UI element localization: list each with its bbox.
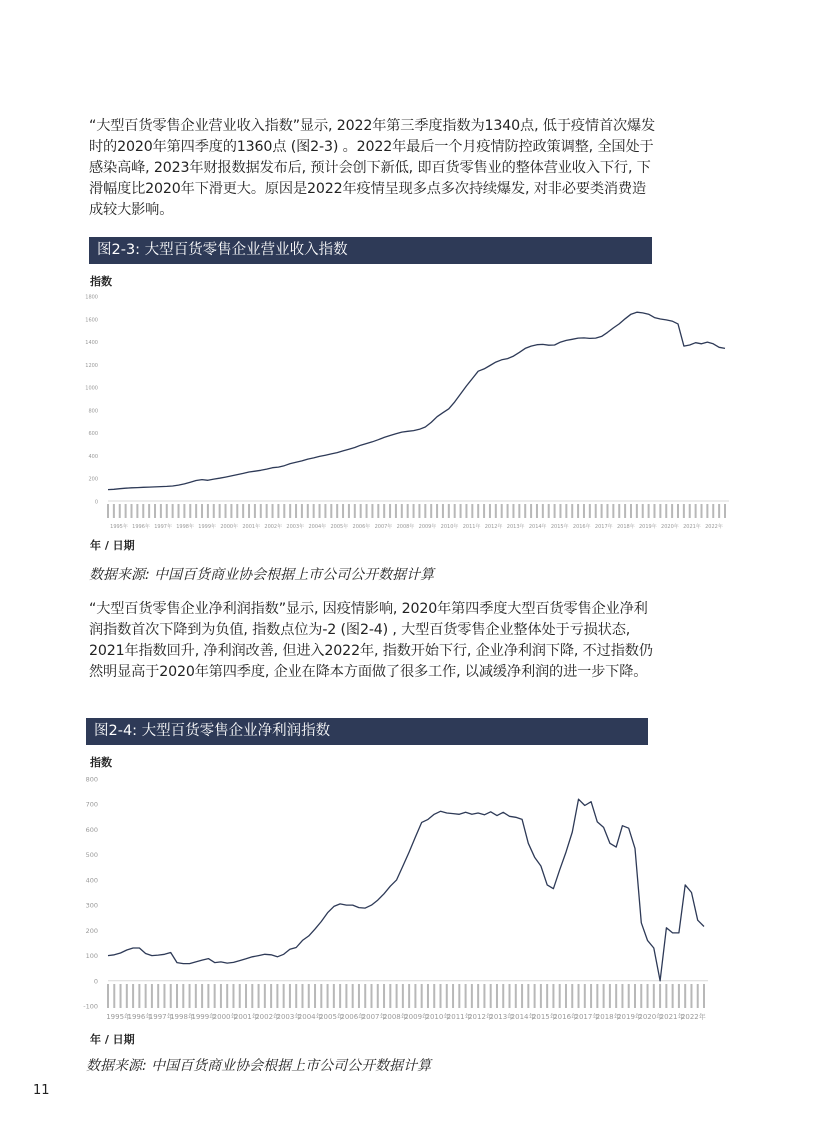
x-quarter-tick xyxy=(672,984,674,1008)
data-point xyxy=(678,932,680,934)
data-point xyxy=(653,947,655,949)
data-point xyxy=(621,825,623,827)
x-year-label: 2010年 xyxy=(425,1013,451,1021)
x-quarter-tick xyxy=(590,984,592,1008)
x-year-label: 2009年 xyxy=(404,1013,430,1021)
data-point xyxy=(483,814,485,816)
x-quarter-tick xyxy=(678,984,680,1008)
x-quarter-tick xyxy=(615,984,617,1008)
data-point xyxy=(170,951,172,953)
data-point xyxy=(188,962,190,964)
data-point xyxy=(458,813,460,815)
data-point xyxy=(527,842,529,844)
x-quarter-tick xyxy=(195,984,197,1008)
data-point xyxy=(697,919,699,921)
x-year-label: 2012年 xyxy=(484,524,503,530)
series-line xyxy=(108,799,704,981)
y-tick-label: 1200 xyxy=(85,362,98,369)
data-point xyxy=(113,954,115,956)
data-point xyxy=(320,920,322,922)
data-point xyxy=(214,961,216,963)
x-quarter-tick xyxy=(471,984,473,1008)
data-point xyxy=(565,851,567,853)
x-year-label: 2007年 xyxy=(361,1013,387,1021)
x-quarter-tick xyxy=(703,984,705,1008)
x-year-label: 2006年 xyxy=(340,1013,366,1021)
x-year-label: 1998年 xyxy=(176,524,194,530)
data-point xyxy=(207,957,209,959)
y-tick-label: 1800 xyxy=(85,294,98,301)
x-quarter-tick xyxy=(126,984,128,1008)
data-point xyxy=(609,842,611,844)
data-point xyxy=(402,865,404,867)
x-quarter-tick xyxy=(333,984,335,1008)
x-quarter-tick xyxy=(301,984,303,1008)
data-point xyxy=(326,912,328,914)
data-point xyxy=(358,906,360,908)
x-year-label: 2018年 xyxy=(616,524,635,530)
x-quarter-tick xyxy=(559,984,561,1008)
x-year-label: 2009年 xyxy=(418,524,437,530)
x-quarter-tick xyxy=(647,984,649,1008)
x-quarter-tick xyxy=(245,984,247,1008)
x-year-label: 2007年 xyxy=(374,524,393,530)
y-tick-label: 700 xyxy=(85,800,98,809)
data-point xyxy=(628,827,630,829)
data-point xyxy=(490,811,492,813)
data-point xyxy=(377,899,379,901)
data-point xyxy=(684,884,686,886)
y-tick-label: 300 xyxy=(85,901,98,910)
data-point xyxy=(345,904,347,906)
x-year-label: 2021年 xyxy=(659,1013,685,1021)
x-year-label: 1996年 xyxy=(127,1013,153,1021)
y-tick-label: 100 xyxy=(85,952,98,961)
x-quarter-tick xyxy=(145,984,147,1008)
x-year-label: 2019年 xyxy=(617,1013,642,1021)
figure-title-revenue: 图2-3: 大型百货零售企业营业收入指数 xyxy=(89,237,652,264)
data-point xyxy=(477,812,479,814)
data-point xyxy=(132,947,134,949)
x-year-label: 1999年 xyxy=(198,524,217,530)
x-quarter-tick xyxy=(458,984,460,1008)
y-tick-label: 800 xyxy=(85,775,98,784)
page-number: 11 xyxy=(33,1083,50,1098)
x-quarter-tick xyxy=(189,984,191,1008)
y-tick-label: 200 xyxy=(85,926,98,935)
x-quarter-tick xyxy=(565,984,567,1008)
x-year-label: 1999年 xyxy=(191,1013,217,1021)
data-point xyxy=(157,954,159,956)
x-quarter-tick xyxy=(596,984,598,1008)
data-point xyxy=(333,905,335,907)
x-quarter-tick xyxy=(377,984,379,1008)
x-quarter-tick xyxy=(440,984,442,1008)
data-point xyxy=(640,922,642,924)
data-point xyxy=(446,812,448,814)
data-point xyxy=(119,952,121,954)
x-quarter-tick xyxy=(665,984,667,1008)
x-year-label: 1996年 xyxy=(132,524,150,530)
x-quarter-tick xyxy=(327,984,329,1008)
data-point xyxy=(577,798,579,800)
x-year-label: 1997年 xyxy=(148,1013,174,1021)
x-quarter-tick xyxy=(264,984,266,1008)
data-point xyxy=(107,954,109,956)
data-point xyxy=(395,879,397,881)
data-point xyxy=(690,891,692,893)
data-point xyxy=(370,904,372,906)
paragraph-profit: “大型百货零售企业净利润指数”显示, 因疫情影响, 2020年第四季度大型百货零售企业净利润指数首次下降到为负值, 指数点位为-2 (图2-4) , 大型百货零售企业整体处于亏损状态, 2021年指数回升, 净利润改善, 但进入2022年, 指数开始下行, 企业净利润下降, 不过指数仍然明显高于2020年第四季度, 企业在降本方面做了很多工作, 以减缓净利润的进一步下降。 xyxy=(89,601,653,680)
x-year-label: 2022年 xyxy=(705,524,723,530)
data-point xyxy=(533,856,535,858)
x-quarter-tick xyxy=(421,984,423,1008)
x-quarter-tick xyxy=(483,984,485,1008)
data-point xyxy=(602,826,604,828)
x-quarter-tick xyxy=(402,984,404,1008)
data-point xyxy=(464,811,466,813)
x-year-label: 2011年 xyxy=(446,1013,472,1021)
x-year-label: 2016年 xyxy=(553,1013,579,1021)
y-tick-label: 600 xyxy=(88,431,98,438)
x-quarter-tick xyxy=(157,984,159,1008)
data-point xyxy=(659,980,661,982)
x-year-label: 2020年 xyxy=(661,524,679,530)
x-quarter-tick xyxy=(232,984,234,1008)
x-quarter-tick xyxy=(452,984,454,1008)
y-tick-label: 600 xyxy=(85,825,98,834)
data-point xyxy=(540,865,542,867)
data-point xyxy=(590,801,592,803)
x-quarter-tick xyxy=(239,984,241,1008)
data-point xyxy=(289,948,291,950)
x-quarter-tick xyxy=(496,984,498,1008)
data-point xyxy=(421,821,423,823)
x-year-label: 2015年 xyxy=(550,524,569,530)
x-quarter-tick xyxy=(502,984,504,1008)
x-quarter-tick xyxy=(653,984,655,1008)
data-point xyxy=(383,893,385,895)
data-point xyxy=(151,954,153,956)
data-point xyxy=(433,813,435,815)
x-quarter-tick xyxy=(571,984,573,1008)
y-tick-label: 0 xyxy=(94,499,98,506)
x-quarter-tick xyxy=(207,984,209,1008)
x-year-label: 2008年 xyxy=(396,524,415,530)
data-source-profit: 数据来源: 中国百货商业协会根据上市公司公开数据计算 xyxy=(86,1058,432,1074)
x-year-label: 2020年 xyxy=(638,1013,664,1021)
x-quarter-tick xyxy=(251,984,253,1008)
x-year-label: 2001年 xyxy=(233,1013,259,1021)
x-quarter-tick xyxy=(609,984,611,1008)
x-year-label: 2022年 xyxy=(680,1013,706,1021)
y-axis-label-profit: 指数 xyxy=(90,756,112,769)
x-year-label: 1995年 xyxy=(106,1013,132,1021)
data-point xyxy=(596,821,598,823)
x-quarter-tick xyxy=(163,984,165,1008)
x-quarter-tick xyxy=(339,984,341,1008)
data-source-revenue: 数据来源: 中国百货商业协会根据上市公司公开数据计算 xyxy=(89,567,435,583)
data-point xyxy=(665,927,667,929)
data-point xyxy=(176,961,178,963)
data-point xyxy=(471,813,473,815)
x-quarter-tick xyxy=(176,984,178,1008)
x-quarter-tick xyxy=(201,984,203,1008)
x-quarter-tick xyxy=(226,984,228,1008)
x-quarter-tick xyxy=(120,984,122,1008)
x-quarter-tick xyxy=(214,984,216,1008)
data-point xyxy=(671,932,673,934)
y-tick-label: 400 xyxy=(85,876,98,885)
x-quarter-tick xyxy=(258,984,260,1008)
data-point xyxy=(126,949,128,951)
data-point xyxy=(646,939,648,941)
x-year-label: 2000年 xyxy=(212,1013,238,1021)
x-quarter-tick xyxy=(132,984,134,1008)
x-quarter-tick xyxy=(383,984,385,1008)
data-point xyxy=(414,836,416,838)
data-point xyxy=(144,952,146,954)
data-point xyxy=(245,958,247,960)
data-point xyxy=(521,818,523,820)
data-point xyxy=(264,953,266,955)
x-quarter-tick xyxy=(640,984,642,1008)
x-year-label: 2017年 xyxy=(574,1013,600,1021)
x-quarter-tick xyxy=(276,984,278,1008)
x-year-label: 2002年 xyxy=(264,524,283,530)
x-year-label: 2003年 xyxy=(276,1013,302,1021)
x-quarter-tick xyxy=(552,984,554,1008)
x-year-label: 2014年 xyxy=(528,524,547,530)
figure-title-profit: 图2-4: 大型百货零售企业净利润指数 xyxy=(86,718,648,745)
x-quarter-tick xyxy=(509,984,511,1008)
y-tick-label: 400 xyxy=(88,453,98,460)
x-quarter-tick xyxy=(283,984,285,1008)
data-point xyxy=(251,956,253,958)
data-point xyxy=(546,884,548,886)
x-quarter-tick xyxy=(684,984,686,1008)
x-quarter-tick xyxy=(220,984,222,1008)
x-quarter-tick xyxy=(465,984,467,1008)
x-quarter-tick xyxy=(603,984,605,1008)
data-point xyxy=(276,956,278,958)
x-quarter-tick xyxy=(364,984,366,1008)
data-point xyxy=(232,961,234,963)
x-year-label: 2012年 xyxy=(468,1013,493,1021)
data-point xyxy=(163,953,165,955)
x-year-label: 1997年 xyxy=(154,524,172,530)
x-quarter-tick xyxy=(370,984,372,1008)
x-year-label: 2005年 xyxy=(330,524,349,530)
data-point xyxy=(220,961,222,963)
x-quarter-tick xyxy=(659,984,661,1008)
data-point xyxy=(389,885,391,887)
x-year-label: 2003年 xyxy=(286,524,305,530)
x-year-label: 2002年 xyxy=(255,1013,281,1021)
data-point xyxy=(195,961,197,963)
x-year-label: 2013年 xyxy=(489,1013,515,1021)
y-tick-label: -100 xyxy=(83,1002,98,1011)
x-year-label: 2021年 xyxy=(683,524,701,530)
y-tick-label: 1600 xyxy=(85,317,98,324)
data-point xyxy=(559,869,561,871)
data-point xyxy=(408,851,410,853)
x-quarter-tick xyxy=(433,984,435,1008)
x-year-label: 2001年 xyxy=(242,524,261,530)
data-point xyxy=(364,907,366,909)
x-quarter-tick xyxy=(490,984,492,1008)
x-quarter-tick xyxy=(521,984,523,1008)
data-point xyxy=(496,814,498,816)
data-point xyxy=(301,939,303,941)
data-point xyxy=(571,831,573,833)
x-axis-label-revenue: 年 / 日期 xyxy=(90,539,135,552)
x-year-label: 2008年 xyxy=(382,1013,408,1021)
data-point xyxy=(352,904,354,906)
x-quarter-tick xyxy=(170,984,172,1008)
x-year-label: 2010年 xyxy=(440,524,459,530)
x-quarter-tick xyxy=(270,984,272,1008)
data-point xyxy=(552,888,554,890)
x-quarter-tick xyxy=(289,984,291,1008)
paragraph-revenue: “大型百货零售企业营业收入指数”显示, 2022年第三季度指数为1340点, 低于疫情首次爆发时的2020年第四季度的1360点 (图2-3) 。2022年最后一个月疫情防控政策调整, 全国处于感染高峰, 2023年财报数据发布后, 预计会创下新低, 即百货零售业的整体营业收入下行, 下滑幅度比2020年下滑更大。原因是2022年疫情呈现多点多次持续爆发, 对非必要类消费造成较大影响。 xyxy=(89,118,656,218)
x-quarter-tick xyxy=(138,984,140,1008)
x-quarter-tick xyxy=(320,984,322,1008)
x-quarter-tick xyxy=(578,984,580,1008)
x-quarter-tick xyxy=(314,984,316,1008)
x-quarter-tick xyxy=(527,984,529,1008)
y-tick-label: 800 xyxy=(88,408,98,415)
x-year-label: 1995年 xyxy=(110,524,128,530)
data-point xyxy=(239,959,241,961)
x-year-label: 2000年 xyxy=(220,524,239,530)
x-quarter-tick xyxy=(308,984,310,1008)
x-year-label: 2013年 xyxy=(506,524,525,530)
y-tick-label: 500 xyxy=(85,851,98,860)
x-year-label: 2016年 xyxy=(572,524,591,530)
data-point xyxy=(283,953,285,955)
x-year-label: 2015年 xyxy=(531,1013,557,1021)
data-point xyxy=(308,935,310,937)
y-tick-label: 1000 xyxy=(85,385,98,392)
y-tick-label: 0 xyxy=(93,977,98,986)
data-point xyxy=(257,954,259,956)
x-quarter-tick xyxy=(628,984,630,1008)
x-year-label: 2006年 xyxy=(352,524,371,530)
x-year-label: 2017年 xyxy=(594,524,613,530)
x-quarter-tick xyxy=(414,984,416,1008)
data-point xyxy=(502,811,504,813)
x-quarter-tick xyxy=(584,984,586,1008)
x-quarter-tick xyxy=(113,984,115,1008)
x-year-label: 2004年 xyxy=(308,524,327,530)
data-point xyxy=(703,925,705,927)
x-quarter-tick xyxy=(546,984,548,1008)
x-quarter-tick xyxy=(107,984,109,1008)
x-quarter-tick xyxy=(295,984,297,1008)
data-point xyxy=(314,928,316,930)
data-point xyxy=(452,812,454,814)
x-quarter-tick xyxy=(621,984,623,1008)
data-point xyxy=(439,810,441,812)
x-quarter-tick xyxy=(396,984,398,1008)
x-quarter-tick xyxy=(151,984,153,1008)
data-point xyxy=(138,947,140,949)
x-quarter-tick xyxy=(408,984,410,1008)
x-quarter-tick xyxy=(697,984,699,1008)
x-quarter-tick xyxy=(389,984,391,1008)
x-quarter-tick xyxy=(182,984,184,1008)
y-tick-label: 1400 xyxy=(85,340,98,347)
x-quarter-tick xyxy=(534,984,536,1008)
x-year-label: 2019年 xyxy=(639,524,657,530)
data-point xyxy=(182,962,184,964)
x-quarter-tick xyxy=(358,984,360,1008)
x-quarter-tick xyxy=(345,984,347,1008)
data-point xyxy=(270,954,272,956)
x-year-label: 2018年 xyxy=(595,1013,621,1021)
data-point xyxy=(295,946,297,948)
x-year-label: 1998年 xyxy=(170,1013,195,1021)
x-axis-label-profit: 年 / 日期 xyxy=(90,1033,135,1046)
x-year-label: 2005年 xyxy=(319,1013,344,1021)
data-point xyxy=(508,815,510,817)
y-axis-label-revenue: 指数 xyxy=(90,275,112,288)
x-quarter-tick xyxy=(477,984,479,1008)
data-point xyxy=(201,959,203,961)
x-quarter-tick xyxy=(634,984,636,1008)
y-tick-label: 200 xyxy=(88,476,98,483)
x-quarter-tick xyxy=(690,984,692,1008)
data-point xyxy=(226,962,228,964)
data-point xyxy=(339,903,341,905)
data-point xyxy=(634,847,636,849)
x-quarter-tick xyxy=(352,984,354,1008)
data-point xyxy=(615,846,617,848)
x-quarter-tick xyxy=(515,984,517,1008)
data-point xyxy=(515,816,517,818)
data-point xyxy=(584,804,586,806)
x-year-label: 2004年 xyxy=(297,1013,323,1021)
x-quarter-tick xyxy=(540,984,542,1008)
x-quarter-tick xyxy=(427,984,429,1008)
x-year-label: 2014年 xyxy=(510,1013,536,1021)
data-point xyxy=(427,818,429,820)
x-quarter-tick xyxy=(446,984,448,1008)
x-year-label: 2011年 xyxy=(462,524,481,530)
